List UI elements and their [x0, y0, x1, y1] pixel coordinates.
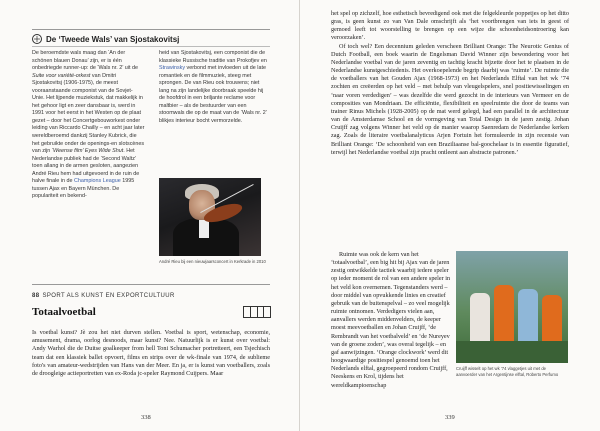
- box-text: van Dmitri Sjostakovitsj (1906-1975), de meest vooraanstaande componist van de Sovjet-Unie. Het lijpende muziekstuk, dat makkelijk in het gehoor ligt en zeer dansbaar is, werd in 1991 voor het eerst in het Westen op de plaat gezet – door het Concertgebouworkest onder leiding van Riccardo Chailly – en acht jaar later wereldberoemd dankzij Stanley Kubrick, die het gebruikte onder de openings-en slotscènes van zijn: [32, 72, 145, 155]
- box-title: [32, 34, 270, 44]
- photo-caption: Cruijff wisselt op het wk ’74 vlaggetjes uit met de aanvoerder van het Argentijnse elftal, Roberto Perfumo: [456, 366, 559, 377]
- box-text: heid van Sjostakovitsj, een componist die de klassieke Russische traditie van Prokofjev en: [159, 50, 267, 64]
- body-paragraph: Of toch wel? Een decennium geleden verscheen Brilliant Orange: The Neurotic Genius of Dutch Football, een boek waarin de Engelsman David Winner zijn bewondering voor het Nederlandse voetbal van de jaren zeventig en tachtig kracht bijzette door het te plaatsen in de Nederlandse kunstgeschiedenis. Het overkoepelende begrip daarbij was ‘ruimte’. De ruimte die de voetballers van het Gouden Ajax (1968-1973) en het Nederlands Elftal van het wk ’74 zochten en creëerden op het veld – met behulp van vleugelspelers, snel positiewisselingen en ‘naar voren verdedigen’ – was dezelfde die werd gezocht in de interieurs van Vermeer en de composities van Mondriaan. De efficiëntie, flexibiliteit en speelruimte die door de teams van trainer Rinus Michels (1928-2005) op de mat werd gelegd, had een parallel in de architectuur van de Amsterdamse School en de vormgeving van Total Design in de jaren zestig. Johan Cruijff zag volgens Winner het veld op de manier waarop Saenredam de Nederlandse kerken zag. Zoals de literaire voetbalanalyticus Arjen Fortuin het formuleerde in zijn recensie van Brilliant Orange: ‘De schoonheid van een Braziliaanse bal-goochelaar is in essentie figuratief, terwijl het Nederlandse voetbal zijn pracht ontleent aan abstracte patronen.’: [331, 42, 569, 156]
- right-narrow-text: [331, 251, 451, 390]
- strawinsky-link[interactable]: Strawinsky: [159, 65, 186, 72]
- page-number-left: 338: [141, 414, 151, 421]
- body-paragraph: Is voetbal kunst? Jè zou het niet durven stellen. Voetbal is sport, wetenschap, economie, amusement, drama, oorlog desnoods, maar kunst? Nee. Natuurlijk is er kunst over voetbal: Andy Warhol die de Duitse goalkeeper from hell Toni Schumacher portretteert, een Tsjechisch team dat een klassiek ballet opvoert, films en strips over de wk-finale van 1974, de sublieme foto's van amateur-wedstrijden van Hans van der Meer. En ja, er is kunst van voetballers, zoals de droogleige actieportretten van ex-Roda jc-speler Raymond Cuijpers. Maar: [32, 329, 270, 378]
- section-number: 88: [32, 293, 40, 299]
- right-body-text: [331, 10, 569, 157]
- andre-rieu-photo: [159, 178, 261, 256]
- champions-league-link[interactable]: Champions League: [73, 178, 121, 185]
- box-text-italic: ‘Weense film’ Eyes Wide Shut: [51, 148, 124, 155]
- box-text: verbond met invloeden uit de late romantiek en de filmmuziek, steeg met sprongen. De van Rieu ook trouwens; niet lang na zijn landelijke doorbraak speelde hij de hoofdrol in een briljante reclame voor maltbier – als de bestuurder van een stoomwals die op de maat van de ‘Wals nr. 2’ blikjes interieur bocht vermorzelde.: [159, 65, 267, 124]
- photo-caption: André Rieu bij een nieuwjaarsconcert in Kerkrade in 2010: [159, 259, 266, 264]
- page-number-right: 339: [445, 414, 455, 421]
- box-text: 1995 tussen Ajax en Bayern München. De populariteit en bekend-: [32, 178, 135, 200]
- box-title-rule: [32, 46, 270, 47]
- circle-crosshair-icon: [32, 34, 42, 44]
- table-grid-icon: [243, 306, 271, 318]
- box-bottom-rule: [32, 284, 270, 285]
- cruijff-photo: [456, 251, 568, 363]
- box-text: De beroemdste wals maag dan ‘An der schönen blauen Donau’ zijn, er is één onbedriegde runner-up: de ‘Wals nr. 2’ uit de: [32, 50, 138, 72]
- box-text: . Het Nederlandse publiek had de ‘Second Waltz’ toen allang in de armen gesloten, aangezien André Rieu hem had uitgevoerd in de ruin de halve finale in de: [32, 148, 140, 185]
- box-title-text: De ‘Tweede Wals’ van Sjostakovitsj: [46, 34, 180, 44]
- body-paragraph: het spel op zichzelf, hoe esthetisch bevredigend ook met die felgekleurde poppetjes op het ditto gras, is geen kunst zo van Van Dale omschrijft als ‘het voortbrengen van iets in geest of gemoed leeft tot woorstelling te brengen op een wijze die schoonheidsontroering kan veroorzaken’.: [331, 10, 569, 42]
- section-heading: Totaalvoetbal: [32, 306, 96, 318]
- section-label-text: SPORT ALS KUNST EN EXPORTCULTUUR: [42, 293, 175, 299]
- box-text-italic: Suite voor variété-orkest: [32, 72, 91, 79]
- section-label: [32, 293, 175, 299]
- body-paragraph: Ruimte was ook de kern van het ‘totaalvoetbal’, een big hit bij Ajax van de jaren zestig ontwikkelde tactiek waarbij iedere speler op ieder moment de rol van een andere speler in het veld kon overnemen. Tegenstanders werd – door middel van opvukkende linies en creatief gebruik van de buitenspelval – zo veel mogelijk ruimte ontnomen. Verdedigers vielen aan, aanvallers werden middenvelders, de keeper moest meevoetballen en Johan Cruijff, ‘de Rembrandt van het voetbalveld’ en ‘de Nureyev van de groene zoden’, was overal tegelijk – en gaf aanwijzingen. ‘Orange clockwork’ werd dit hoogwaardige positiespel genoemd toen het Nederlands elftal, gegroepeerd rondom Cruijff, Neeskens en Krol, tijdens het wereldkampioenschap: [331, 251, 451, 389]
- left-body-text: [32, 329, 270, 378]
- box-top-rule: [32, 29, 270, 30]
- box-column-2: [159, 50, 270, 125]
- box-column-1: [32, 50, 145, 201]
